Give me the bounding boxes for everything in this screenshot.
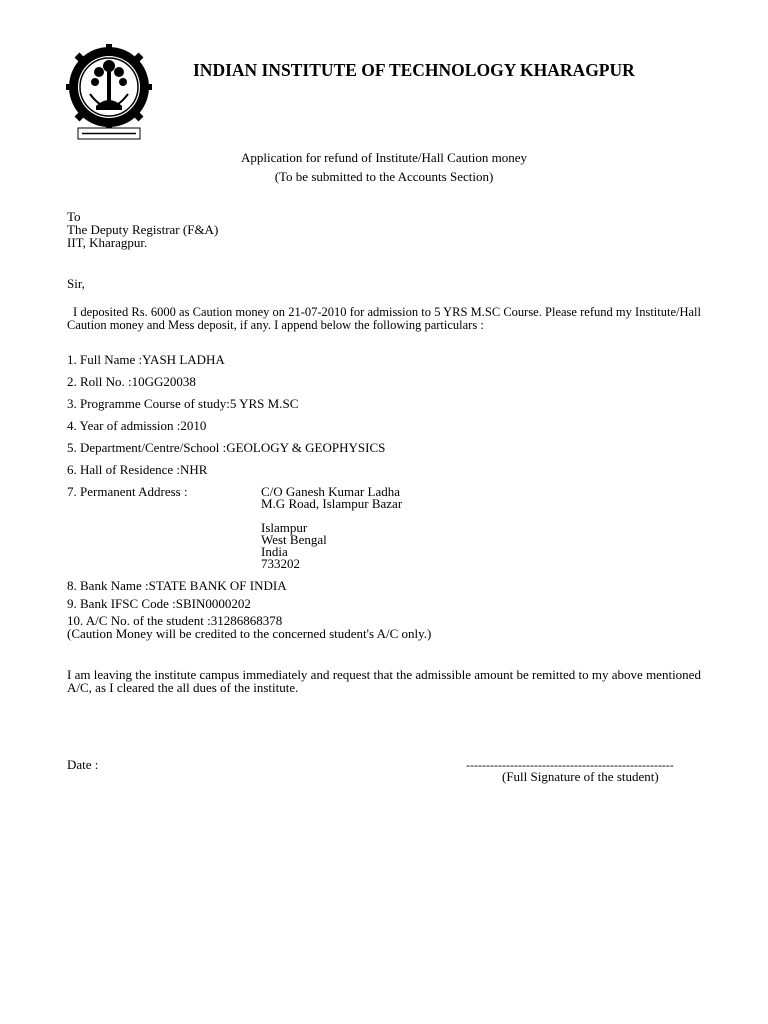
- signature-caption: (Full Signature of the student): [502, 769, 659, 784]
- full-name-value: YASH LADHA: [142, 352, 225, 367]
- form-subtitle: (To be submitted to the Accounts Section): [274, 169, 494, 184]
- particular-ifsc: [67, 597, 251, 610]
- hall-value: NHR: [180, 462, 208, 477]
- ifsc-value: SBIN0000202: [175, 596, 251, 611]
- particular-programme: [67, 397, 298, 410]
- year-label: 4. Year of admission :: [67, 418, 181, 433]
- intro-paragraph: I deposited Rs. 6000 as Caution money on 21-07-2010 for admission to 5 YRS M.SC Course. Please refund my Institute/Hall Caution money and Mess deposit, if any. I append below the following particulars :: [67, 305, 701, 332]
- address-to: To: [67, 209, 81, 224]
- particular-hall: [67, 463, 207, 476]
- department-value: GEOLOGY & GEOPHYSICS: [226, 440, 386, 455]
- institute-name: INDIAN INSTITUTE OF TECHNOLOGY KHARAGPUR: [193, 60, 635, 80]
- address-line-5: India: [261, 544, 288, 559]
- roll-label: 2. Roll No. :: [67, 374, 132, 389]
- form-title: Application for refund of Institute/Hall Caution money: [241, 150, 527, 165]
- address-line-1: C/O Ganesh Kumar Ladha: [261, 484, 400, 499]
- ifsc-label: 9. Bank IFSC Code :: [67, 596, 176, 611]
- account-note: (Caution Money will be credited to the concerned student's A/C only.): [67, 626, 432, 641]
- closing-paragraph: I am leaving the institute campus immediately and request that the admissible amount be remitted to my above mentioned A/C, as I cleared the all dues of the institute.: [67, 667, 701, 695]
- address-recipient: The Deputy Registrar (F&A): [67, 222, 219, 237]
- roll-value: 10GG20038: [131, 374, 196, 389]
- year-value: 2010: [180, 418, 207, 433]
- particular-roll-no: [67, 375, 196, 388]
- hall-label: 6. Hall of Residence :: [67, 462, 180, 477]
- account-value: 31286868378: [210, 613, 283, 628]
- iit-emblem-icon: [66, 44, 152, 142]
- salutation: Sir,: [67, 276, 85, 291]
- address-institute: IIT, Kharagpur.: [67, 235, 148, 250]
- address-line-2: M.G Road, Islampur Bazar: [261, 496, 403, 511]
- bank-label: 8. Bank Name :: [67, 578, 149, 593]
- iit-kharagpur-logo: [66, 44, 152, 142]
- particular-department: [67, 441, 385, 454]
- account-label: 10. A/C No. of the student :: [67, 613, 211, 628]
- permanent-address-label: 7. Permanent Address :: [67, 484, 188, 499]
- particular-bank-name: [67, 579, 287, 592]
- programme-value: 5 YRS M.SC: [229, 396, 299, 411]
- address-line-4: West Bengal: [261, 532, 327, 547]
- address-line-6: 733202: [261, 556, 300, 571]
- address-line-3: Islampur: [261, 520, 308, 535]
- programme-label: 3. Programme Course of study:: [67, 396, 230, 411]
- bank-value: STATE BANK OF INDIA: [148, 578, 287, 593]
- particular-year: [67, 419, 206, 432]
- particular-full-name: [67, 353, 225, 366]
- signature-line: ----------------------------------------------------: [466, 758, 674, 772]
- date-label: Date :: [67, 757, 99, 772]
- department-label: 5. Department/Centre/School :: [67, 440, 227, 455]
- full-name-label: 1. Full Name :: [67, 352, 143, 367]
